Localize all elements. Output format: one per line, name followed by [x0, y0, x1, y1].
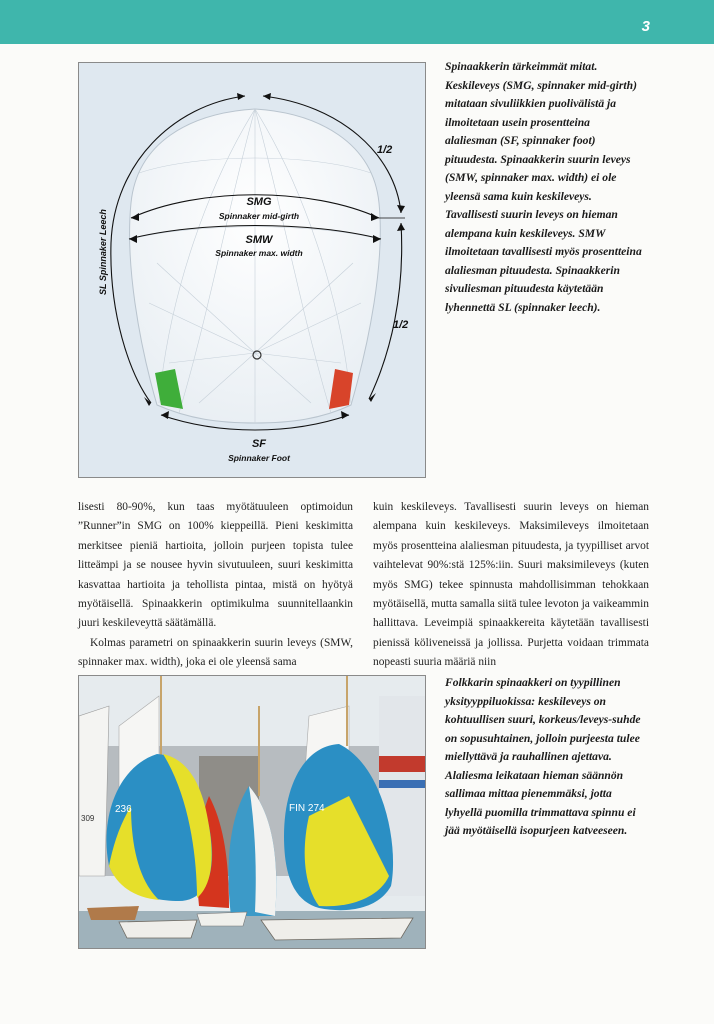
- page-number: 3: [641, 18, 650, 35]
- diagram-caption: Spinaakkerin tärkeimmät mitat. Keskileveys (SMG, spinnaker mid-girth) mitataan sivuliikkien puolivälistä ja ilmoitetaan usein prosentteina alaliesman (SF, spinnaker foot) pituudesta. Spinaakkerin suurin leveys (SMW, spinnaker max. width) ei ole yleensä sama kuin keskileveys. Tavallisesti suurin leveys on hieman alempana kuin keskileveys. SMW ilmoitetaan tavallisesti myös prosentteina alaliesman pituudesta. Spinaakkerin sivuliesman pituudesta käytetään lyhennettä SL (spinnaker leech).: [445, 60, 642, 314]
- body-column-left: [78, 498, 353, 673]
- sail-number-309: 309: [81, 814, 95, 823]
- folkboat-photo-illustration: [79, 676, 425, 948]
- smg-label: SMG: [246, 196, 272, 208]
- smg-desc-label: Spinnaker mid-girth: [218, 211, 300, 221]
- sail-number-236: 236: [115, 804, 132, 815]
- spinnaker-diagram: [78, 62, 426, 478]
- half-top-label: 1/2: [377, 144, 393, 156]
- body-right-paragraph: kuin keskileveys. Tavallisesti suurin leveys on hieman alempana kuin keskileveys. Maksimileveys ilmoitetaan myös prosentteina alaliesman pituudesta, ja tyypilliset arvot vaihtelevat 90%:stä 125%:iin. Suuri maksimileveys (kuten myös SMG) tekee spinnusta mahdollisimman tehokkaan myötäisellä, mutta samalla siitä tulee levoton ja vaikeammin hallittava. Leveimpiä spinaakkereita käytetään tavallisesti pienissä köliveneissä ja jollissa. Purjetta voidaan trimmata nopeasti suuria määriä niin: [373, 501, 649, 669]
- half-bottom-label: 1/2: [393, 319, 409, 331]
- header-bar: [0, 0, 714, 44]
- spinnaker-diagram-svg: [79, 63, 425, 477]
- body-column-right: [373, 498, 649, 673]
- body-left-paragraph-2: Kolmas parametri on spinaakkerin suurin leveys (SMW, spinnaker max. width), joka ei ole yleensä sama: [78, 636, 353, 669]
- sail-number-fin-274: FIN 274: [289, 803, 325, 814]
- folkboat-spinnaker-photo: [78, 675, 426, 949]
- smw-desc-label: Spinnaker max. width: [215, 248, 303, 258]
- smw-label: SMW: [245, 234, 273, 246]
- sl-label: SL Spinnaker Leech: [98, 209, 108, 295]
- sf-desc-label: Spinnaker Foot: [228, 453, 290, 463]
- photo-caption: Folkkarin spinaakkeri on tyypillinen yksityyppiluokissa: keskileveys on kohtuullisen suuri, korkeus/leveys-suhde on sopusuhtainen, jolloin purjeesta tulee miellyttävä ja rauhallinen ajettava. Alaliesma leikataan hieman säännön sallimaa mittaa pienemmäksi, jotta lyhyellä puomilla trimmattava spinnu ei jää myötäisellä isopurjeen katveeseen.: [445, 676, 641, 837]
- body-left-paragraph-1: lisesti 80-90%, kun taas myötätuuleen optimoidun ”Runner”in SMG on 100% kieppeillä. Pieni keskimitta merkitsee pieniä hartioita, jolloin purjeen topista tulee litteämpi ja se nousee hyvin sivutuuleen, suuri keskimitta kasvattaa hartioita ja tehollista pintaa, mistä on hyötyä myötäisellä. Spinaakkerin optimikulma suunnitellaankin juuri keskileveyttä säätämällä.: [78, 501, 353, 630]
- sf-label: SF: [251, 438, 267, 450]
